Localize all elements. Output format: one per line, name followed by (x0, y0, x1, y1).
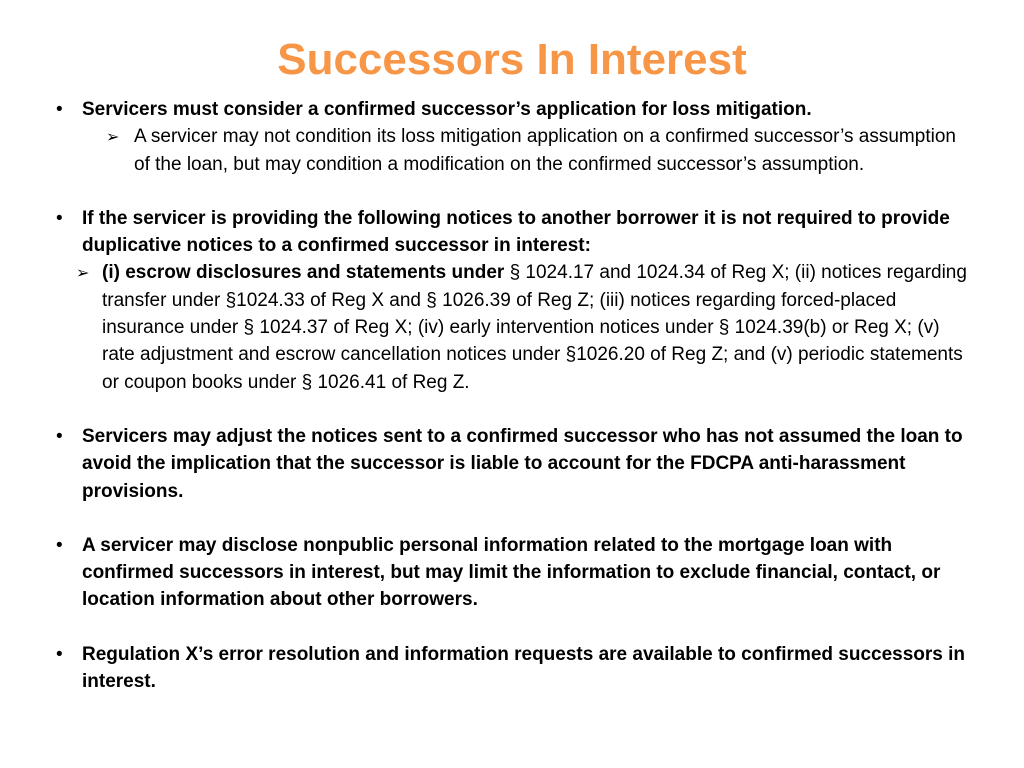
bullet-icon: • (56, 99, 63, 120)
bullet-text: Servicers must consider a confirmed successor’s application for loss mitigation. (82, 99, 812, 120)
sub-bullet-item (0, 123, 974, 178)
bullet-item (0, 532, 972, 614)
arrow-bullet-icon: ➢ (76, 265, 90, 283)
spacer (0, 178, 1024, 205)
bullet-icon: • (56, 425, 63, 447)
arrow-bullet-icon: ➢ (106, 129, 120, 147)
sub-bullet-item (0, 259, 972, 395)
bullet-icon: • (56, 207, 63, 229)
spacer (0, 396, 1024, 423)
bullet-text: A servicer may disclose nonpublic personal information related to the mortgage loan with confirmed successors in interest, but may limit the information to exclude financial, contact, or location information about other borrowers. (82, 534, 941, 611)
slide-content (0, 96, 1024, 695)
bullet-item (0, 205, 972, 260)
sub-bullet-text: § 1024.17 and 1024.34 of Reg X; (ii) notices regarding transfer under §1024.33 of Reg X and § 1026.39 of Reg Z; (iii) notices regarding forced-placed insurance under § 1024.37 of Reg X; (iv) early intervention notices under § 1024.39(b) or Reg X; (v) rate adjustment and escrow cancellation notices under §1026.20 of Reg Z; and (v) periodic statements or coupon books under § 1026.41 of Reg Z. (102, 262, 967, 393)
spacer (0, 614, 1024, 641)
bullet-icon: • (56, 643, 63, 665)
bullet-item (0, 423, 972, 505)
sub-bullet-bold-text: (i) escrow disclosures and statements under (102, 262, 505, 284)
sub-bullet-text: A servicer may not condition its loss mitigation application on a confirmed successor’s assumption of the loan, but may condition a modification on the confirmed successor’s assumption. (134, 126, 956, 175)
slide-title: Successors In Interest (277, 35, 747, 84)
spacer (0, 505, 1024, 532)
bullet-item (0, 96, 972, 123)
bullet-text: Servicers may adjust the notices sent to a confirmed successor who has not assumed the loan to avoid the implication that the successor is liable to account for the FDCPA anti-harassment provisions. (82, 425, 963, 502)
bullet-icon: • (56, 534, 63, 556)
bullet-text: If the servicer is providing the following notices to another borrower it is not required to provide duplicative notices to a confirmed successor in interest: (82, 207, 950, 257)
bullet-text: Regulation X’s error resolution and information requests are available to confirmed successors in interest. (82, 643, 966, 693)
bullet-item (0, 641, 972, 696)
